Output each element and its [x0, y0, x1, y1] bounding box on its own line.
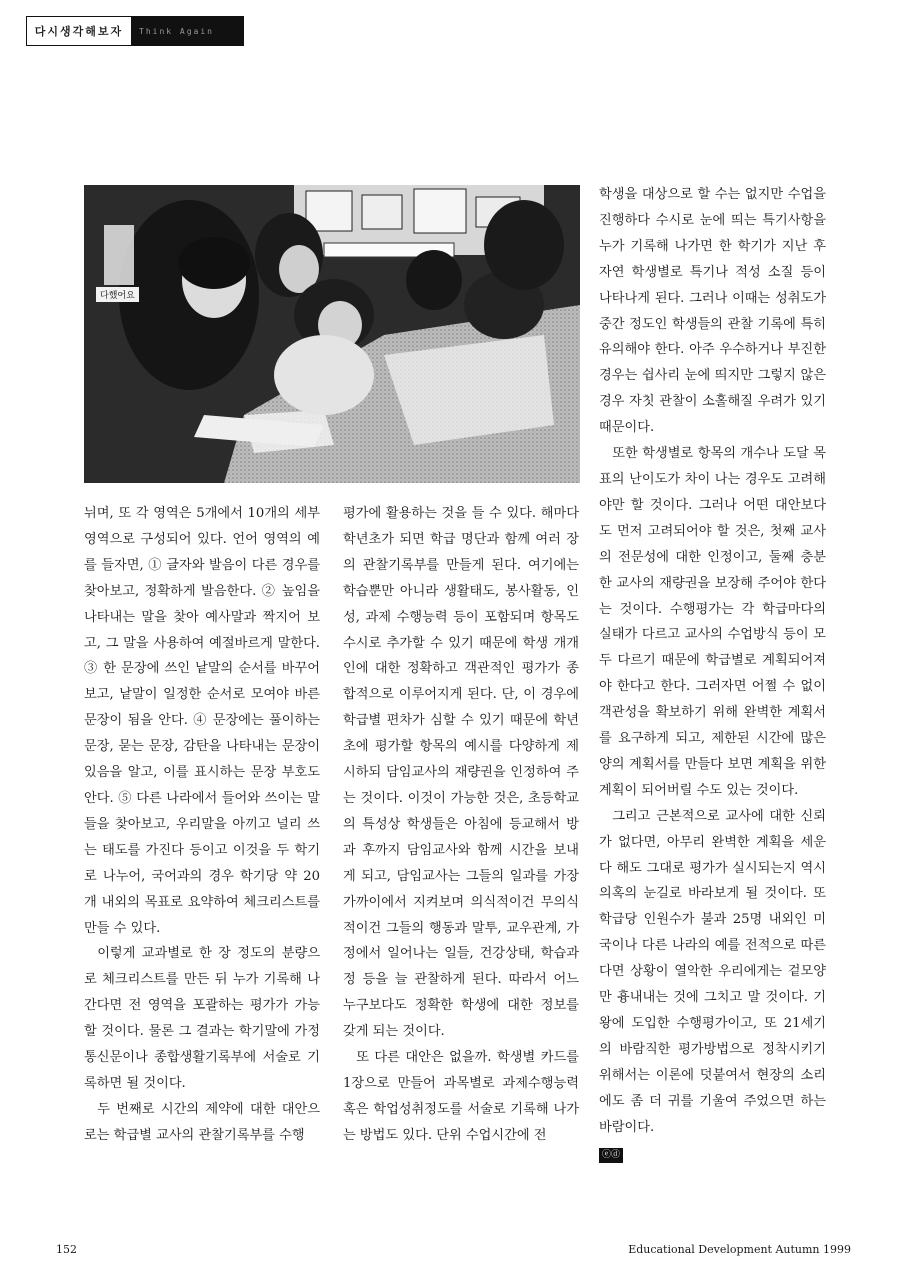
classroom-photo-image [84, 185, 580, 483]
section-header [26, 16, 244, 46]
paragraph: 또 다른 대안은 없을까. 학생별 카드를 1장으로 만들어 과목별로 과제수행능력 혹은 학업성취정도를 서술로 기록해 나가는 방법도 있다. 단위 수업시간에 전 [343, 1050, 579, 1143]
paragraph: 그리고 근본적으로 교사에 대한 신뢰가 없다면, 아무리 완벽한 계획을 세운다 해도 그대로 평가가 실시되는지 역시 의혹의 눈길로 바라보게 될 것이다. 또 학급당 인원수가 불과 25명 내외인 미국이나 다른 나라의 예를 전적으로 따른다면 상황이 열악한 우리에게는 겉모양만 흉내내는 것에 그치고 말 것이다. 기왕에 도입한 수행평가이고, 또 21세기의 바람직한 평가방법으로 정착시키기 위해서는 이론에 덧붙여서 현장의 소리에도 좀 더 귀를 기울여 주었으면 하는 바람이다. [599, 808, 826, 1135]
section-subtitle: Think Again [131, 17, 243, 45]
paragraph: 두 번째로 시간의 제약에 대한 대안으로는 학급별 교사의 관찰기록부를 수행 [84, 1101, 320, 1143]
journal-name: Educational Development Autumn 1999 [628, 1243, 851, 1256]
paragraph: 평가에 활용하는 것을 들 수 있다. 해마다 학년초가 되면 학급 명단과 함께 여러 장의 관찰기록부를 만들게 된다. 여기에는 학습뿐만 아니라 생활태도, 봉사활동, 인성, 과제 수행능력 등이 포함되며 항목도 수시로 추가할 수 있기 때문에 학생 개개인에 대한 정확하고 객관적인 평가가 종합적으로 이루어지게 된다. 단, 이 경우에 학급별 편차가 심할 수 있기 때문에 학년초에 평가할 항목의 예시를 다양하게 제시하되 담임교사의 재량권을 인정하여 주는 것이다. 이것이 가능한 것은, 초등학교의 특성상 학생들은 아침에 등교해서 방과 후까지 담임교사와 함께 시간을 보내게 되고, 담임교사는 그들의 일과를 가장 가까이에서 지켜보며 의식적이건 무의식적이건 그들의 행동과 말투, 교우관계, 가정에서 일어나는 일들, 건강상태, 학습과정 등을 늘 관찰하게 된다. 따라서 어느 누구보다도 정확한 학생에 대한 정보를 갖게 되는 것이다. [343, 506, 579, 1040]
paragraph: 뉘며, 또 각 영역은 5개에서 10개의 세부 영역으로 구성되어 있다. 언어 영역의 예를 들자면, ① 글자와 발음이 다른 경우를 찾아보고, 정확하게 발음한다. ② 높임을 나타내는 말을 찾아 예사말과 짝지어 보고, 그 말을 사용하여 예절바르게 말한다. ③ 한 문장에 쓰인 낱말의 순서를 바꾸어 보고, 낱말이 일정한 순서로 모여야 바른 문장이 됨을 안다. ④ 문장에는 풀이하는 문장, 묻는 문장, 감탄을 나타내는 문장이 있음을 알고, 이를 표시하는 문장 부호도 안다. ⑤ 다른 나라에서 들어와 쓰이는 말들을 찾아보고, 우리말을 아끼고 널리 쓰는 태도를 가진다 등이고 이것을 두 학기로 나누어, 국어과의 경우 학기당 약 20개 내외의 목표로 요약하여 체크리스트를 만들 수 있다. [84, 506, 320, 936]
classroom-photo [84, 185, 580, 483]
section-label: 다시생각해보자 [27, 17, 131, 45]
paragraph: 학생을 대상으로 할 수는 없지만 수업을 진행하다 수시로 눈에 띄는 특기사항을 누가 기록해 나가면 한 학기가 지난 후 자연 학생별로 특기나 적성 소질 등이 나타나게 된다. 그러나 이때는 성취도가 중간 정도인 학생들의 관찰 기록에 특히 유의해야 한다. 아주 우수하거나 부진한 경우는 쉽사리 눈에 띄지만 그렇지 않은 경우 자칫 관찰이 소홀해질 우려가 있기 때문이다. [599, 187, 826, 436]
text-column-2 [343, 501, 579, 1149]
end-mark-icon: ⓔⓓ [599, 1148, 623, 1163]
photo-sign-label: 다했어요 [96, 287, 139, 302]
paragraph: 이렇게 교과별로 한 장 정도의 분량으로 체크리스트를 만든 뒤 누가 기록해 나간다면 전 영역을 포괄하는 평가가 가능할 것이다. 물론 그 결과는 학기말에 가정통신문이나 종합생활기록부에 서술로 기록하면 될 것이다. [84, 946, 320, 1091]
text-column-3 [599, 182, 826, 1166]
text-column-1 [84, 501, 320, 1149]
paragraph: 또한 학생별로 항목의 개수나 도달 목표의 난이도가 차이 나는 경우도 고려해야만 할 것이다. 그러나 어떤 대안보다도 먼저 고려되어야 할 것은, 첫째 교사의 전문성에 대한 인정이고, 둘째 충분한 교사의 재량권을 보장해 주어야 한다는 것이다. 수행평가는 각 학급마다의 실태가 다르고 교사의 수업방식 등이 모두 다르기 때문에 학급별로 계획되어져야 한다고 한다. 그러자면 어쩔 수 없이 객관성을 확보하기 위해 완벽한 계획서를 요구하게 되고, 제한된 시간에 많은 양의 계획서를 만들다 보면 계획을 위한 계획이 되어버릴 수도 있는 것이다. [599, 446, 826, 798]
page-number: 152 [56, 1243, 77, 1256]
